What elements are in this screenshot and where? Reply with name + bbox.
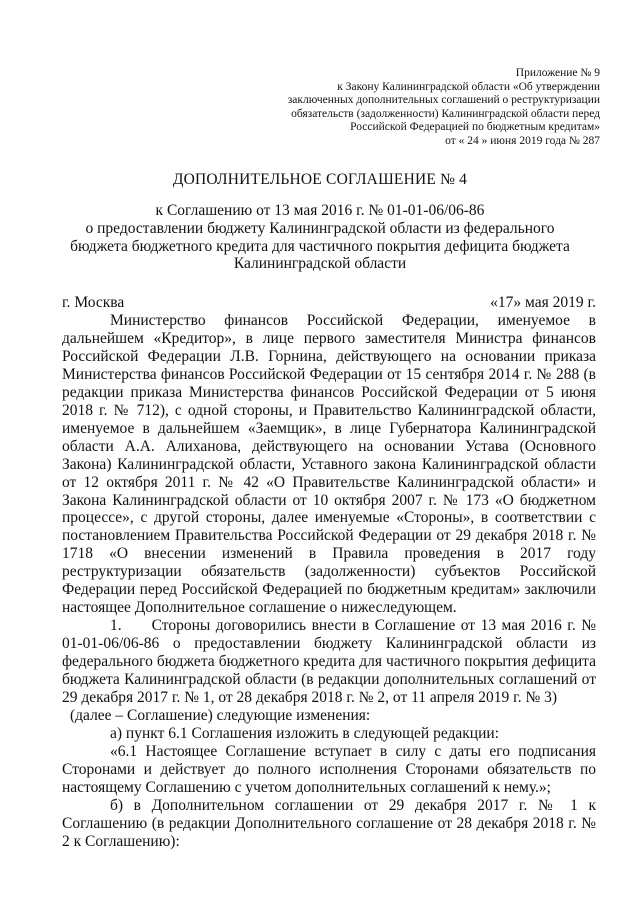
- subtitle-line: бюджета бюджетного кредита для частичного покрытия дефицита бюджета: [70, 237, 570, 255]
- paragraph-clause-1-tail: (далее – Соглашение) следующие изменения:: [70, 706, 371, 724]
- appendix-line: Российской Федерацией по бюджетным кредитам»: [350, 121, 600, 134]
- appendix-line: к Закону Калининградской области «Об утверждении: [337, 80, 600, 93]
- subtitle-line: о предоставлении бюджету Калининградской области из федерального: [85, 219, 555, 237]
- date-of-signing: «17» мая 2019 г.: [490, 294, 596, 311]
- paragraph-clause-1: [62, 617, 596, 707]
- paragraph-parties: Министерство финансов Российской Федерации, именуемое в дальнейшем «Кредитор», в лице первого заместителя Министра финансов Российской Федерации Л.В. Горнина, действующего на основании приказа Министерства финансов Российской Федерации от 15 сентября 2014 г. № 288 (в редакции приказа Министерства финансов Российской Федерации от 5 июня 2018 г. № 712), с одной стороны, и Правительство Калининградской области, именуемое в дальнейшем «Заемщик», в лице Губернатора Калининградской области А.А. Алиханова, действующего на основании Устава (Основного Закона) Калининградской области, Уставного закона Калининградской области от 12 октября 2011 г. № 42 «О Правительстве Калининградской области» и Закона Калининградской области от 10 октября 2007 г. № 173 «О бюджетном процессе», с другой стороны, далее именуемые «Стороны», в соответствии с постановлением Правительства Российской Федерации от 29 декабря 2018 г. № 1718 «О внесении изменений в Правила проведения в 2017 году реструктуризации обязательств (задолженности) субъектов Российской Федерации перед Российской Федерацией по бюджетным кредитам» заключили настоящее Дополнительное соглашение о нижеследующем.: [62, 312, 596, 617]
- appendix-line: Приложение № 9: [515, 67, 600, 79]
- appendix-note: [240, 67, 600, 149]
- clause-text: Стороны договорились внести в Соглашение от 13 мая 2016 г. № 01-01-06/06-86 о предоставлении бюджету Калининградской области из федерального бюджета бюджетного кредита для частичного покрытия дефицита бюджета Калининградской области (в редакции дополнительных соглашений от 29 декабря 2017 г. № 1, от 28 декабря 2018 г. № 2, от 11 апреля 2019 г. № 3): [62, 617, 596, 707]
- paragraph-quote-6-1: «6.1 Настоящее Соглашение вступает в силу с даты его подписания Сторонами и действует до полного исполнения Сторонами обязательств по настоящему Соглашению с учетом дополнительных соглашений к нему.»;: [62, 742, 596, 796]
- paragraph-item-a: а) пункт 6.1 Соглашения изложить в следующей редакции:: [110, 724, 499, 742]
- appendix-line: обязательств (задолженности) Калининградской области перед: [291, 107, 600, 120]
- subtitle-line: к Соглашению от 13 мая 2016 г. № 01-01-06/06-86: [155, 202, 485, 219]
- document-subtitle: [62, 202, 578, 273]
- clause-number: 1.: [110, 617, 122, 635]
- paragraph-item-b: б) в Дополнительном соглашении от 29 декабря 2017 г. № 1 к Соглашению (в редакции Дополнительного соглашение от 28 декабря 2018 г. № 2 к Соглашению):: [62, 796, 596, 850]
- appendix-line: от « 24 » июня 2019 года № 287: [445, 134, 600, 147]
- place-of-signing: г. Москва: [62, 294, 125, 311]
- subtitle-line: Калининградской области: [233, 255, 407, 273]
- document-body: [62, 312, 596, 851]
- appendix-line: заключенных дополнительных соглашений о реструктуризации: [287, 94, 600, 107]
- document-title: ДОПОЛНИТЕЛЬНОЕ СОГЛАШЕНИЕ № 4: [172, 171, 468, 188]
